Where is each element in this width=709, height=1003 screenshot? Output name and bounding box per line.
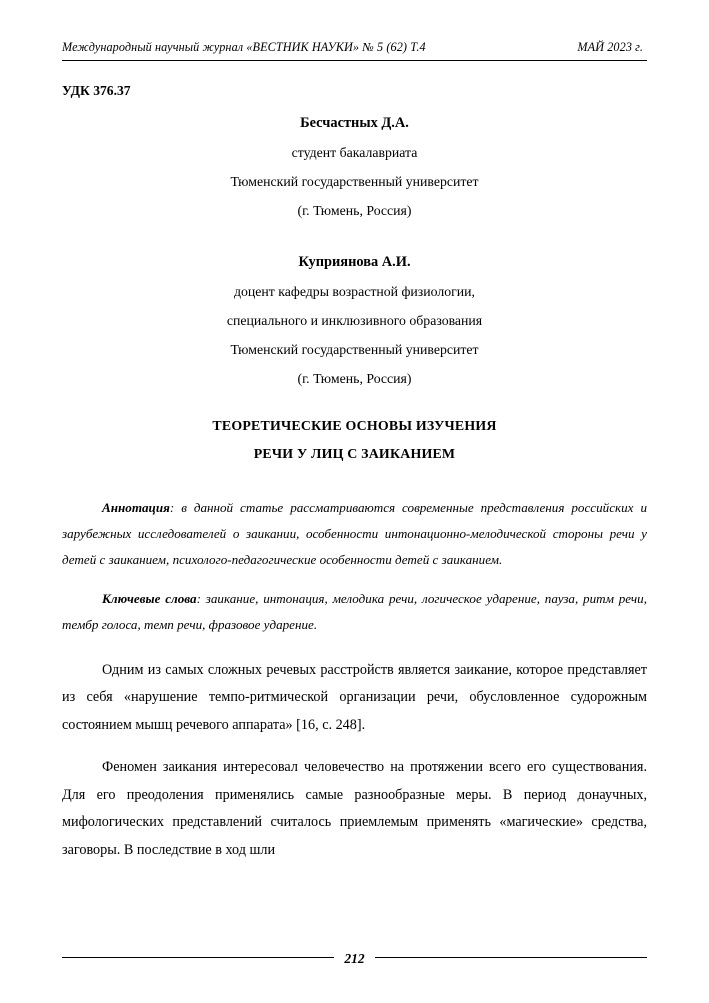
page-title-line-1: ТЕОРЕТИЧЕСКИЕ ОСНОВЫ ИЗУЧЕНИЯ [212,419,497,434]
author-block-spacer [62,232,647,254]
author-affiliation-line: специального и инклюзивного образования [226,313,483,328]
page-title [62,413,647,469]
header-divider [62,60,647,61]
author-affiliation-line: (г. Тюмень, Россия) [297,371,412,386]
author-name: Бесчастных Д.А. [300,115,409,131]
footer-rule-left [62,957,334,958]
author-block-2 [62,254,647,387]
author-affiliation-line: Тюменский государственный университет [230,342,479,357]
author-affiliation-line: доцент кафедры возрастной физиологии, [233,284,475,299]
author-affiliation-line: Тюменский государственный университет [230,174,479,189]
page-footer [62,951,647,967]
author-name: Куприянова А.И. [298,254,411,270]
page-number: 212 [344,951,365,966]
footer-rule-right [375,957,647,958]
body-paragraph-1: Одним из самых сложных речевых расстройств является заикание, которое представляет из себя «нарушение темпо-ритмической организации речи, обусловленное судорожным состоянием мышц речевого аппарата» [16, с. 248]. [62,661,647,734]
author-block-1 [62,115,647,219]
keywords-text: : заикание, интонация, мелодика речи, логическое ударение, пауза, ритм речи, тембр голоса, темп речи, фразовое ударение. [62,591,647,633]
keywords-label: Ключевые слова [102,591,197,607]
abstract-label: Аннотация [102,499,170,515]
abstract-text: : в данной статье рассматриваются современные представления российских и зарубежных исследователей о заикании, особенности интонационно-мелодической стороны речи у детей с заиканием, психолого-педагогические особенности детей с заиканием. [62,499,647,567]
author-affiliation-line: (г. Тюмень, Россия) [297,203,412,218]
page-title-line-2: РЕЧИ У ЛИЦ С ЗАИКАНИЕМ [253,446,456,462]
author-affiliation-line: студент бакалавриата [291,145,418,160]
running-head [62,40,647,55]
abstract-paragraph [62,495,647,574]
running-head-date: МАЙ 2023 г. [577,40,643,54]
running-head-journal: Международный научный журнал «ВЕСТНИК НАУКИ» № 5 (62) Т.4 [62,40,426,54]
udc-code: УДК 376.37 [62,83,131,98]
body-paragraph-2: Феномен заикания интересовал человечество на протяжении всего его существования. Для его преодоления применялись самые разнообразные меры. В период донаучных, мифологических представлений считалось приемлемым применять «магические» средства, заговоры. В последствие в ход шли [62,758,647,858]
keywords-paragraph [62,586,647,638]
